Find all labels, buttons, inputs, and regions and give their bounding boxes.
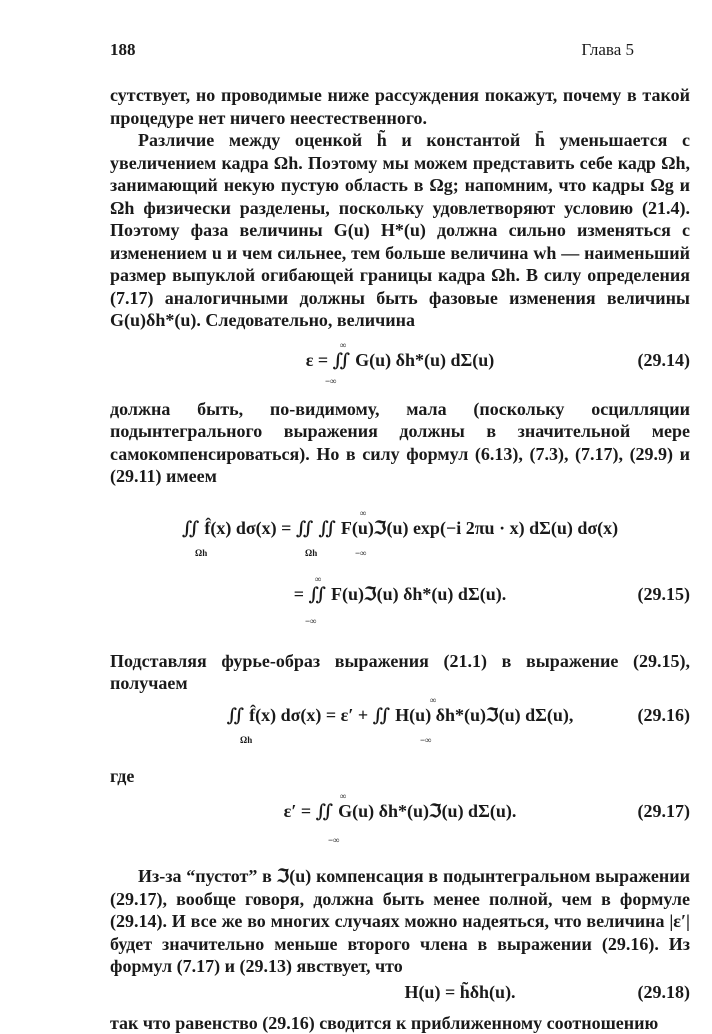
integral-upper-limit: ∞ [430, 695, 436, 705]
integral-lower-limit: Ωh [195, 548, 207, 558]
paragraph: так что равенство (29.16) сводится к приближенному соотношению [110, 1012, 690, 1034]
equation-expression: ∬ f̂(x) dσ(x) = ε′ + ∬ H(u) δh*(u)ℑ(u) dΣ(u), [110, 705, 690, 726]
equation-expression: ∬ f̂(x) dσ(x) = ∬ ∬ F(u)ℑ(u) exp(−i 2πu · x) dΣ(u) dσ(x) [110, 518, 690, 539]
equation-number: (29.16) [638, 705, 691, 726]
integral-lower-limit: Ωh [240, 735, 252, 745]
page-body [110, 80, 690, 1034]
integral-lower-limit: −∞ [355, 548, 367, 558]
equation-29-15a [110, 508, 690, 558]
integral-lower-limit: −∞ [325, 376, 337, 386]
integral-lower-limit: −∞ [305, 616, 317, 626]
integral-upper-limit: ∞ [360, 508, 366, 518]
equation-expression: ε′ = ∬ G(u) δh*(u)ℑ(u) dΣ(u). [110, 801, 690, 822]
equation-expression: H(u) = h̃δh(u). [230, 982, 690, 1003]
paragraph: Из-за “пустот” в ℑ(u) компенсация в подынтегральном выражении (29.17), вообще говоря, должна быть менее полной, чем в формуле (29.14). И все же во многих случаях можно надеяться, что величина |ε′| будет значительно меньше второго члена в выражении (29.16). Из формул (7.17) и (29.13) явствует, что [110, 865, 690, 978]
equation-number: (29.17) [638, 801, 691, 822]
integral-lower-limit: −∞ [420, 735, 432, 745]
equation-expression: = ∬ F(u)ℑ(u) δh*(u) dΣ(u). [110, 584, 690, 605]
chapter-title: Глава 5 [581, 40, 634, 60]
equation-number: (29.15) [638, 584, 691, 605]
equation-29-17 [110, 791, 690, 847]
equation-29-16 [110, 695, 690, 747]
equation-number: (29.18) [638, 982, 691, 1003]
integral-upper-limit: ∞ [340, 791, 346, 801]
paragraph: Подставляя фурье-образ выражения (21.1) в выражение (29.15), получаем [110, 650, 690, 695]
equation-29-15b [110, 574, 690, 626]
equation-29-14 [110, 340, 690, 384]
integral-upper-limit: ∞ [315, 574, 321, 584]
paragraph: Различие между оценкой h̃ и константой h̄ уменьшается с увеличением кадра Ωh. Поэтому мы можем представить себе кадр Ωh, занимающий некую пустую область в Ωg; напомним, что кадры Ωg и Ωh физически разделены, поскольку удовлетворяют условию (21.4). Поэтому фаза величины G(u) H*(u) должна сильно изменяться с изменением u и чем сильнее, тем больше величина wh — наименьший размер выпуклой огибающей границы кадра Ωh. В силу определения (7.17) аналогичными должны быть фазовые изменения величины G(u)δh*(u). Следовательно, величина [110, 129, 690, 332]
page-number: 188 [110, 40, 136, 60]
paragraph: где [110, 765, 690, 788]
equation-expression: ε = ∬ G(u) δh*(u) dΣ(u) [110, 350, 690, 371]
equation-number: (29.14) [638, 350, 691, 371]
equation-29-18 [110, 978, 690, 1012]
paragraph: сутствует, но проводимые ниже рассуждения покажут, почему в такой процедуре нет ничего неестественного. [110, 84, 690, 129]
integral-lower-limit: −∞ [328, 835, 340, 845]
integral-lower-limit: Ωh [305, 548, 317, 558]
integral-upper-limit: ∞ [340, 340, 346, 350]
paragraph: должна быть, по-видимому, мала (поскольку осцилляции подынтегрального выражения должны в значительной мере самокомпенсироваться). Но в силу формул (6.13), (7.3), (7.17), (29.9) и (29.11) имеем [110, 398, 690, 488]
